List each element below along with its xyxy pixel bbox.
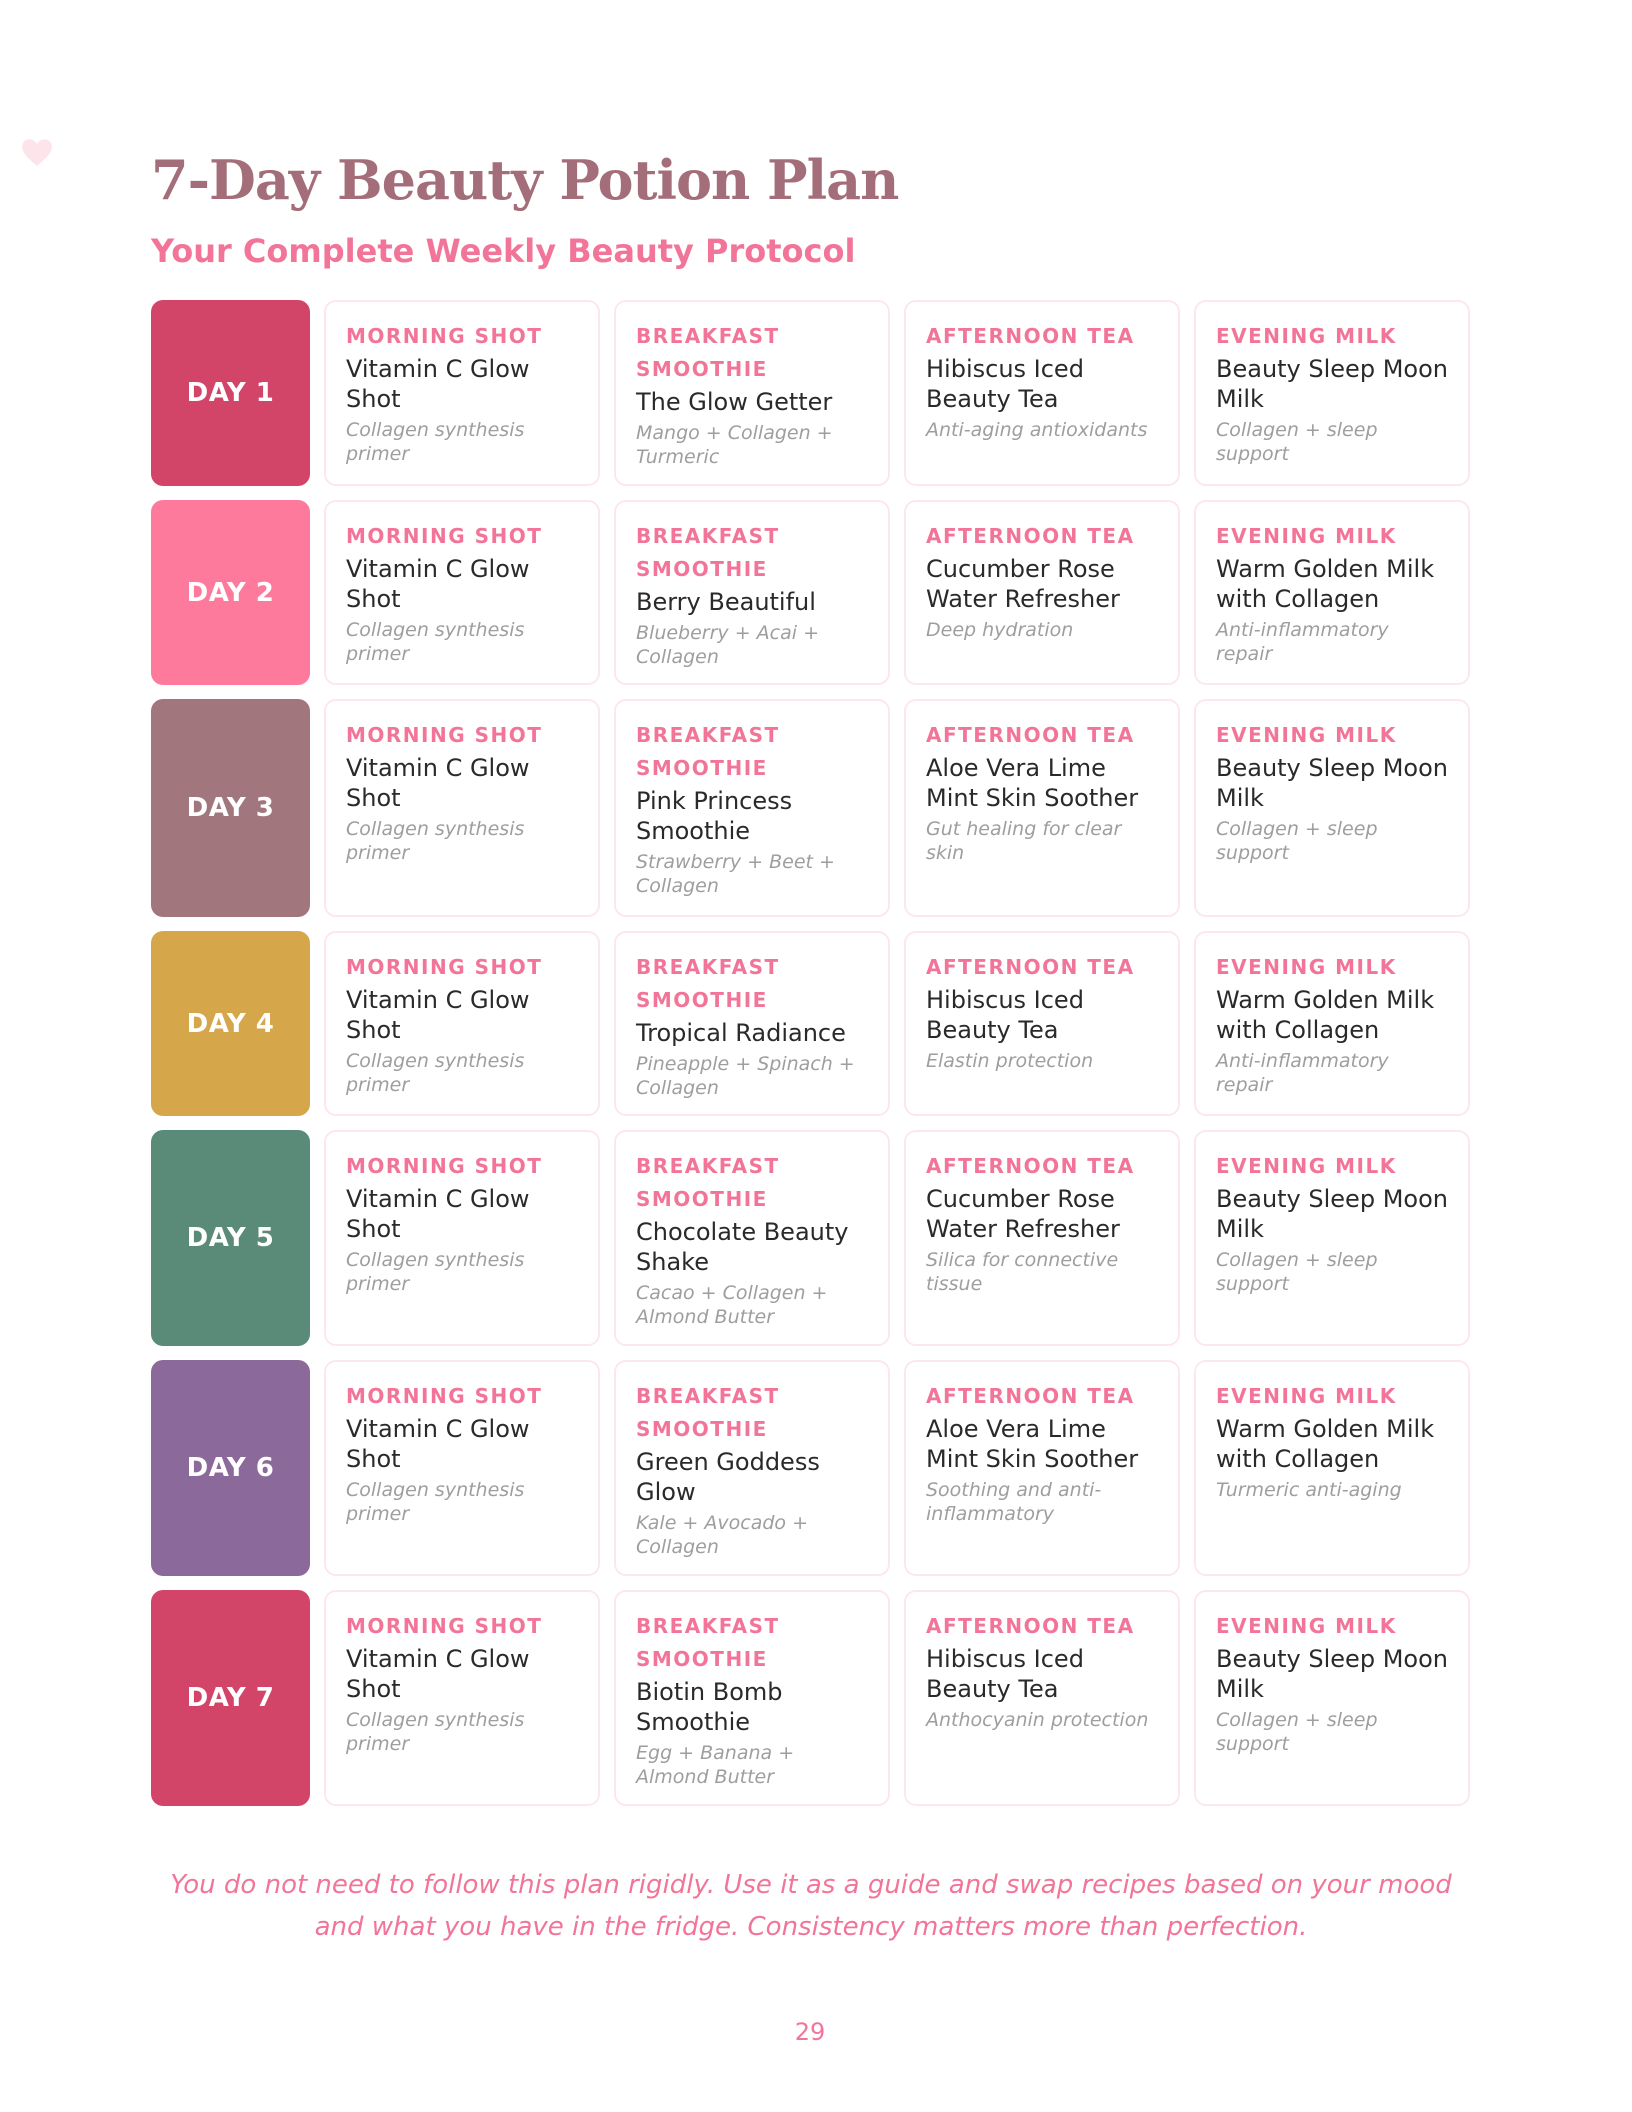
meal-category: EVENING MILK <box>1216 1384 1397 1408</box>
recipe-benefit: Collagen synthesis primer <box>346 419 525 465</box>
recipe-name: Hibiscus Iced Beauty Tea <box>926 355 1084 413</box>
meal-card <box>614 699 890 917</box>
recipe-name: Aloe Vera Lime Mint Skin Soother <box>926 754 1139 812</box>
recipe-name: Warm Golden Milk with Collagen <box>1216 986 1435 1044</box>
meal-category: MORNING SHOT <box>346 1154 543 1178</box>
meal-card <box>324 500 600 685</box>
meal-card <box>614 500 890 685</box>
meal-card <box>324 699 600 917</box>
recipe-name: Beauty Sleep Moon Milk <box>1216 1185 1448 1243</box>
meal-category: BREAKFAST SMOOTHIE <box>636 1614 780 1671</box>
weekly-plan-grid <box>151 300 1471 1820</box>
meal-category: AFTERNOON TEA <box>926 1154 1135 1178</box>
meal-category: MORNING SHOT <box>346 955 543 979</box>
meal-category: AFTERNOON TEA <box>926 524 1135 548</box>
recipe-benefit: Egg + Banana + Almond Butter <box>636 1742 795 1788</box>
meal-card <box>324 1590 600 1806</box>
meal-card <box>1194 931 1470 1116</box>
recipe-benefit: Collagen + sleep support <box>1216 1249 1378 1295</box>
meal-card <box>904 1590 1180 1806</box>
meal-card <box>1194 1130 1470 1346</box>
recipe-name: Green Goddess Glow <box>636 1448 820 1506</box>
meal-card <box>324 300 600 486</box>
meal-category: EVENING MILK <box>1216 1614 1397 1638</box>
meal-card <box>324 1130 600 1346</box>
recipe-benefit: Collagen + sleep support <box>1216 818 1378 864</box>
closing-note: You do not need to follow this plan rigidly. Use it as a guide and swap recipes based on your mood and what you have in the fridge. Consistency matters more than perfection. <box>170 1870 1452 1942</box>
recipe-name: Tropical Radiance <box>636 1019 846 1047</box>
recipe-name: Vitamin C Glow Shot <box>346 986 530 1044</box>
meal-card <box>1194 300 1470 486</box>
meal-card <box>904 500 1180 685</box>
recipe-benefit: Collagen synthesis primer <box>346 1050 525 1096</box>
meal-card <box>614 1130 890 1346</box>
recipe-name: Warm Golden Milk with Collagen <box>1216 1415 1435 1473</box>
meal-card <box>614 931 890 1116</box>
recipe-benefit: Deep hydration <box>926 619 1074 641</box>
meal-card <box>1194 500 1470 685</box>
meal-card <box>904 1130 1180 1346</box>
recipe-benefit: Kale + Avocado + Collagen <box>636 1512 808 1558</box>
recipe-name: Beauty Sleep Moon Milk <box>1216 754 1448 812</box>
recipe-benefit: Collagen synthesis primer <box>346 1479 525 1525</box>
recipe-benefit: Gut healing for clear skin <box>926 818 1122 864</box>
meal-card <box>904 931 1180 1116</box>
recipe-benefit: Pineapple + Spinach + Collagen <box>636 1053 855 1099</box>
meal-category: MORNING SHOT <box>346 1614 543 1638</box>
recipe-benefit: Anti-inflammatory repair <box>1216 1050 1389 1096</box>
meal-category: MORNING SHOT <box>346 324 543 348</box>
meal-card <box>324 931 600 1116</box>
recipe-benefit: Mango + Collagen + Turmeric <box>636 422 833 468</box>
meal-card <box>614 300 890 486</box>
meal-category: EVENING MILK <box>1216 324 1397 348</box>
recipe-benefit: Collagen + sleep support <box>1216 1709 1378 1755</box>
recipe-name: Vitamin C Glow Shot <box>346 1645 530 1703</box>
meal-category: MORNING SHOT <box>346 524 543 548</box>
recipe-benefit: Anti-aging antioxidants <box>926 419 1148 441</box>
recipe-name: Cucumber Rose Water Refresher <box>926 1185 1120 1243</box>
recipe-name: Vitamin C Glow Shot <box>346 355 530 413</box>
recipe-name: Vitamin C Glow Shot <box>346 1185 530 1243</box>
day-badge: DAY 4 <box>151 931 310 1116</box>
meal-card <box>1194 699 1470 917</box>
page-number: 29 <box>794 2018 826 2046</box>
meal-category: AFTERNOON TEA <box>926 1614 1135 1638</box>
recipe-name: Beauty Sleep Moon Milk <box>1216 1645 1448 1703</box>
meal-card <box>614 1360 890 1576</box>
meal-category: AFTERNOON TEA <box>926 955 1135 979</box>
meal-category: BREAKFAST SMOOTHIE <box>636 324 780 381</box>
meal-category: BREAKFAST SMOOTHIE <box>636 1384 780 1441</box>
meal-card <box>904 1360 1180 1576</box>
meal-card <box>324 1360 600 1576</box>
recipe-benefit: Anti-inflammatory repair <box>1216 619 1389 665</box>
page-title: 7-Day Beauty Potion Plan <box>151 148 899 212</box>
day-badge: DAY 1 <box>151 300 310 486</box>
recipe-benefit: Turmeric anti-aging <box>1216 1479 1402 1501</box>
meal-category: BREAKFAST SMOOTHIE <box>636 955 780 1012</box>
day-badge: DAY 7 <box>151 1590 310 1806</box>
recipe-benefit: Elastin protection <box>926 1050 1094 1072</box>
meal-category: BREAKFAST SMOOTHIE <box>636 723 780 780</box>
recipe-benefit: Cacao + Collagen + Almond Butter <box>636 1282 828 1328</box>
meal-category: EVENING MILK <box>1216 723 1397 747</box>
meal-category: AFTERNOON TEA <box>926 723 1135 747</box>
recipe-benefit: Strawberry + Beet + Collagen <box>636 851 835 897</box>
recipe-name: Hibiscus Iced Beauty Tea <box>926 1645 1084 1703</box>
recipe-name: Vitamin C Glow Shot <box>346 1415 530 1473</box>
page-subtitle: Your Complete Weekly Beauty Protocol <box>151 232 856 270</box>
recipe-name: Vitamin C Glow Shot <box>346 754 530 812</box>
day-badge: DAY 6 <box>151 1360 310 1576</box>
meal-category: AFTERNOON TEA <box>926 324 1135 348</box>
recipe-benefit: Anthocyanin protection <box>926 1709 1149 1731</box>
day-badge: DAY 2 <box>151 500 310 685</box>
recipe-name: Biotin Bomb Smoothie <box>636 1678 783 1736</box>
meal-category: EVENING MILK <box>1216 524 1397 548</box>
recipe-benefit: Collagen synthesis primer <box>346 1249 525 1295</box>
recipe-benefit: Collagen synthesis primer <box>346 619 525 665</box>
meal-card <box>1194 1590 1470 1806</box>
day-badge: DAY 3 <box>151 699 310 917</box>
recipe-name: Vitamin C Glow Shot <box>346 555 530 613</box>
day-badge: DAY 5 <box>151 1130 310 1346</box>
heart-icon <box>20 136 54 170</box>
recipe-name: Hibiscus Iced Beauty Tea <box>926 986 1084 1044</box>
meal-category: MORNING SHOT <box>346 1384 543 1408</box>
recipe-name: Beauty Sleep Moon Milk <box>1216 355 1448 413</box>
meal-category: MORNING SHOT <box>346 723 543 747</box>
recipe-benefit: Silica for connective tissue <box>926 1249 1119 1295</box>
recipe-benefit: Blueberry + Acai + Collagen <box>636 622 819 668</box>
recipe-name: Pink Princess Smoothie <box>636 787 793 845</box>
meal-category: EVENING MILK <box>1216 1154 1397 1178</box>
meal-card <box>904 300 1180 486</box>
recipe-benefit: Soothing and anti-inflammatory <box>926 1479 1102 1525</box>
meal-card <box>904 699 1180 917</box>
meal-card <box>614 1590 890 1806</box>
meal-category: BREAKFAST SMOOTHIE <box>636 1154 780 1211</box>
recipe-name: Berry Beautiful <box>636 588 816 616</box>
recipe-name: Aloe Vera Lime Mint Skin Soother <box>926 1415 1139 1473</box>
meal-category: AFTERNOON TEA <box>926 1384 1135 1408</box>
recipe-benefit: Collagen synthesis primer <box>346 818 525 864</box>
recipe-name: Warm Golden Milk with Collagen <box>1216 555 1435 613</box>
recipe-name: Chocolate Beauty Shake <box>636 1218 849 1276</box>
meal-category: EVENING MILK <box>1216 955 1397 979</box>
meal-category: BREAKFAST SMOOTHIE <box>636 524 780 581</box>
meal-card <box>1194 1360 1470 1576</box>
recipe-name: The Glow Getter <box>636 388 833 416</box>
recipe-benefit: Collagen + sleep support <box>1216 419 1378 465</box>
recipe-name: Cucumber Rose Water Refresher <box>926 555 1120 613</box>
recipe-benefit: Collagen synthesis primer <box>346 1709 525 1755</box>
